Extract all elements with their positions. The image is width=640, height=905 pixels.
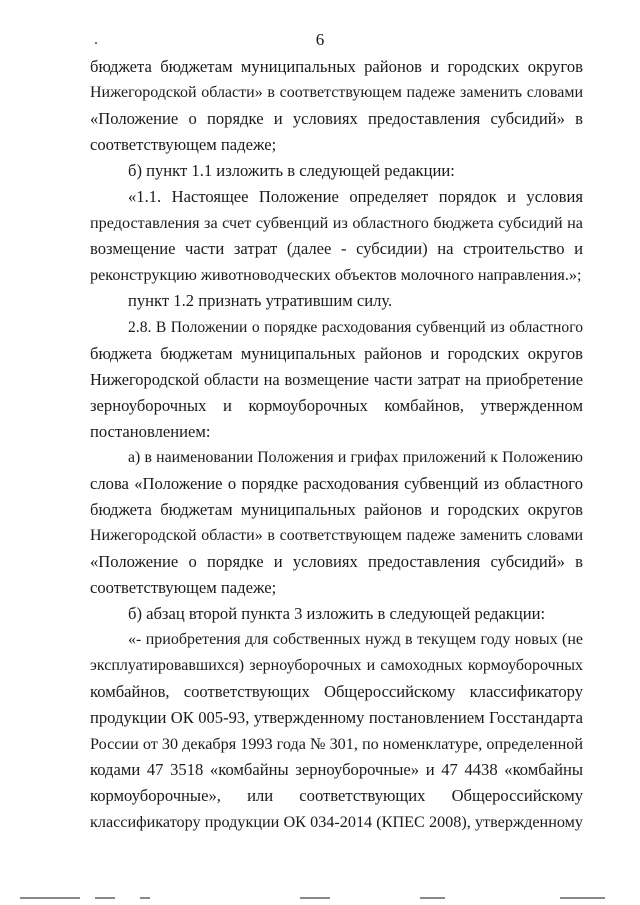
text-line: «- приобретения для собственных нужд в текущем году новых (не xyxy=(128,631,583,649)
text-line: Нижегородской области на возмещение части затрат на приобретение xyxy=(90,369,583,389)
text-line: продукции ОК 005-93, утвержденному постановлением Госстандарта xyxy=(90,708,583,728)
text-line: возмещение части затрат (далее - субсидии) на строительство и xyxy=(90,239,583,259)
text-line: бюджета бюджетам муниципальных районов и городских округов xyxy=(90,343,583,363)
text-line: Нижегородской области» в соответствующем падеже заменить словами xyxy=(90,526,583,544)
text-line: б) абзац второй пункта 3 изложить в следующей редакции: xyxy=(128,604,546,624)
text-line: «Положение о порядке и условиях предоставления субсидий» в xyxy=(90,551,583,571)
text-line: Нижегородской области» в соответствующем падеже заменить словами xyxy=(90,84,583,102)
text-line: слова «Положение о порядке расходования субвенций из областного xyxy=(90,473,583,493)
text-line: реконструкцию животноводческих объектов молочного направления.»; xyxy=(90,266,582,285)
text-line: зерноуборочных и кормоуборочных комбайнов, утвержденном xyxy=(90,395,583,415)
text-line: постановлением: xyxy=(90,421,211,441)
text-line: б) пункт 1.1 изложить в следующей редакции: xyxy=(128,161,455,181)
text-line: кормоуборочные», или соответствующих Общероссийскому xyxy=(90,786,583,806)
text-line: 2.8. В Положении о порядке расходования субвенций из областного xyxy=(128,318,583,336)
text-line: «Положение о порядке и условиях предоставления субсидий» в xyxy=(90,109,583,129)
text-line: кодами 47 3518 «комбайны зерноуборочные» и 47 4438 «комбайны xyxy=(90,760,583,780)
text-line: а) в наименовании Положения и грифах приложений к Положению xyxy=(128,448,583,466)
scan-speck xyxy=(95,42,97,44)
text-line: соответствующем падеже; xyxy=(90,578,277,597)
text-line: предоставления за счет субвенций из областного бюджета субсидий на xyxy=(90,214,583,233)
text-line: классификатору продукции ОК 034-2014 (КПЕС 2008), утвержденному xyxy=(90,813,583,832)
text-line: России от 30 декабря 1993 года № 301, по номенклатуре, определенной xyxy=(90,735,583,754)
text-line: бюджета бюджетам муниципальных районов и городских округов xyxy=(90,57,583,76)
text-line: «1.1. Настоящее Положение определяет порядок и условия xyxy=(128,187,583,207)
text-line: пункт 1.2 признать утратившим силу. xyxy=(128,291,393,311)
scan-bottom-edge xyxy=(0,893,640,905)
text-line: бюджета бюджетам муниципальных районов и городских округов xyxy=(90,499,583,519)
page-number: 6 xyxy=(315,30,325,49)
text-line: соответствующем падеже; xyxy=(90,135,277,155)
text-line: эксплуатировавшихся) зерноуборочных и самоходных кормоуборочных xyxy=(90,657,583,675)
text-line: комбайнов, соответствующих Общероссийскому классификатору xyxy=(90,682,583,702)
